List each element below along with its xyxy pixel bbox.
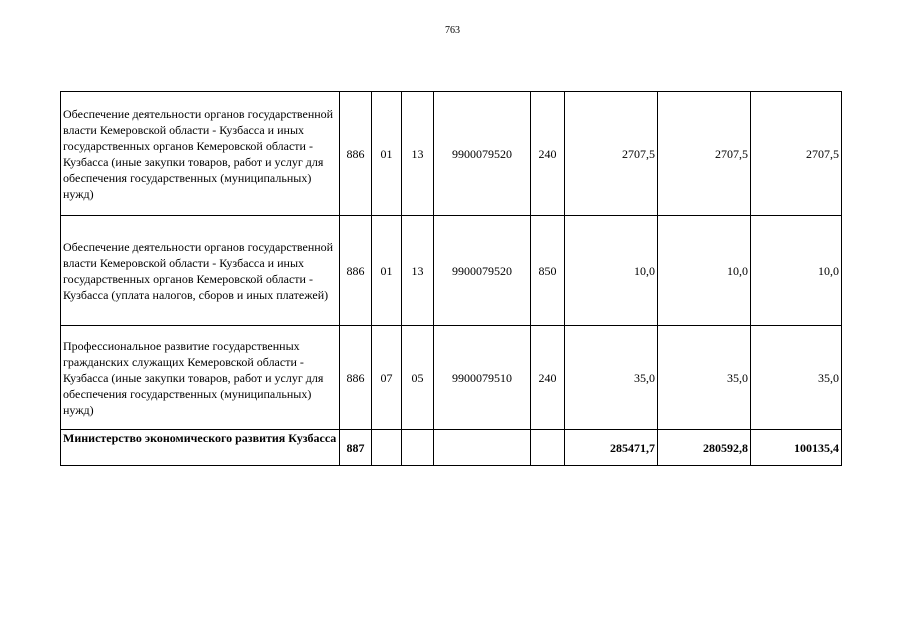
amount-2: 10,0: [658, 216, 751, 326]
row-name: Обеспечение деятельности органов государственной власти Кемеровской области - Кузбасса и иных государственных органов Кемеровской области - Кузбасса (иные закупки товаров, работ и услуг для обеспечения государственных (муниципальных) нужд): [61, 92, 340, 216]
row-name: Министерство экономического развития Кузбасса: [61, 430, 340, 466]
amount-2: 35,0: [658, 326, 751, 430]
expense-type-code: [531, 430, 565, 466]
page-number: 763: [445, 25, 460, 36]
ministry-code: 887: [340, 430, 372, 466]
amount-1: 2707,5: [565, 92, 658, 216]
subsection-code: 13: [402, 92, 434, 216]
section-code: 01: [372, 92, 402, 216]
table-row-total: [61, 430, 842, 466]
ministry-code: 886: [340, 216, 372, 326]
target-article-code: 9900079510: [434, 326, 531, 430]
amount-3: 35,0: [751, 326, 842, 430]
amount-3: 2707,5: [751, 92, 842, 216]
subsection-code: 13: [402, 216, 434, 326]
amount-2: 280592,8: [658, 430, 751, 466]
subsection-code: [402, 430, 434, 466]
amount-1: 285471,7: [565, 430, 658, 466]
target-article-code: 9900079520: [434, 92, 531, 216]
row-name: Обеспечение деятельности органов государственной власти Кемеровской области - Кузбасса и иных государственных органов Кемеровской области - Кузбасса (уплата налогов, сборов и иных платежей): [61, 216, 340, 326]
expense-type-code: 850: [531, 216, 565, 326]
amount-2: 2707,5: [658, 92, 751, 216]
target-article-code: [434, 430, 531, 466]
subsection-code: 05: [402, 326, 434, 430]
table-row: [61, 216, 842, 326]
target-article-code: 9900079520: [434, 216, 531, 326]
budget-table: [60, 91, 842, 466]
amount-3: 100135,4: [751, 430, 842, 466]
row-name: Профессиональное развитие государственных гражданских служащих Кемеровской области - Кузбасса (иные закупки товаров, работ и услуг для обеспечения государственных (муниципальных) нужд): [61, 326, 340, 430]
section-code: [372, 430, 402, 466]
amount-3: 10,0: [751, 216, 842, 326]
amount-1: 35,0: [565, 326, 658, 430]
expense-type-code: 240: [531, 92, 565, 216]
table-row: [61, 326, 842, 430]
section-code: 07: [372, 326, 402, 430]
section-code: 01: [372, 216, 402, 326]
ministry-code: 886: [340, 326, 372, 430]
ministry-code: 886: [340, 92, 372, 216]
expense-type-code: 240: [531, 326, 565, 430]
table-row: [61, 92, 842, 216]
amount-1: 10,0: [565, 216, 658, 326]
